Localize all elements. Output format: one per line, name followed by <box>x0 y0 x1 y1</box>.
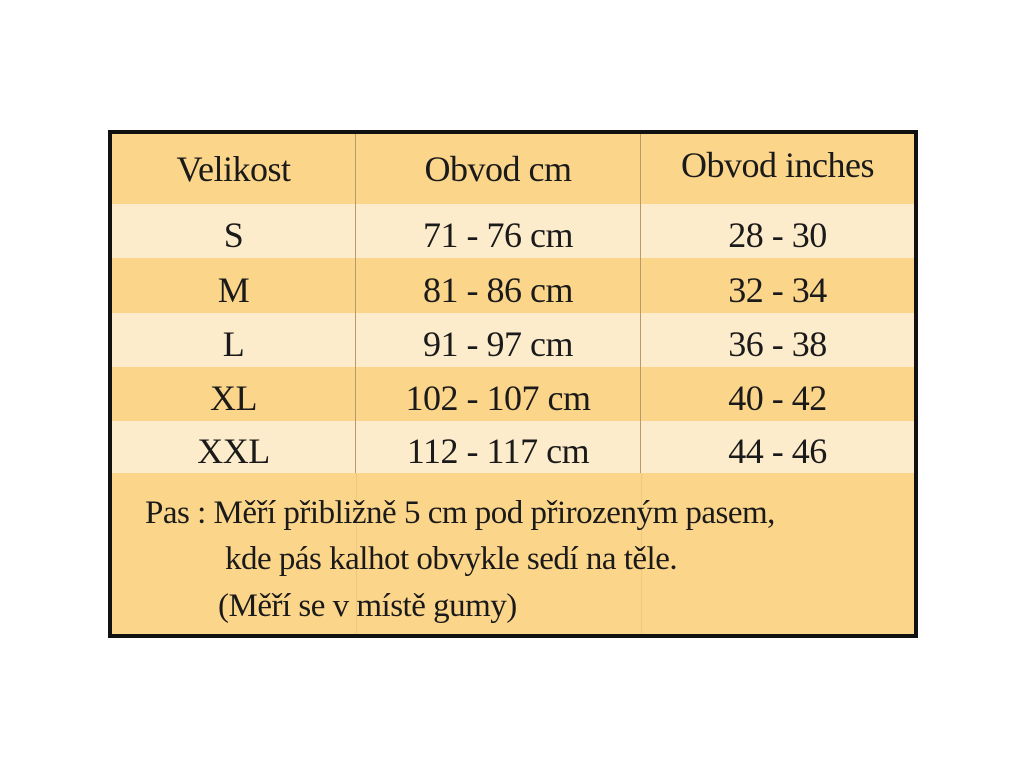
note-line-1: Pas : Měří přibližně 5 cm pod přirozeným pasem, <box>145 495 775 531</box>
inches-cell: 40 - 42 <box>728 378 827 418</box>
cm-cell: 112 - 117 cm <box>356 421 641 473</box>
cm-cell: 91 - 97 cm <box>356 313 641 367</box>
inches-cell: 44 - 46 <box>728 431 827 471</box>
table-header-row <box>112 134 914 204</box>
note-line-2: kde pás kalhot obvykle sedí na těle. <box>225 541 678 577</box>
table-row <box>112 313 914 367</box>
inches-cell: 36 - 38 <box>728 324 827 364</box>
inches-cell: 28 - 30 <box>728 215 827 255</box>
table-row <box>112 367 914 421</box>
note-line-3: (Měří se v místě gumy) <box>218 588 517 624</box>
table-row <box>112 204 914 258</box>
inches-cell: 32 - 34 <box>728 269 827 310</box>
header-obvod-inches: Obvod inches <box>681 145 874 185</box>
table-row <box>112 258 914 313</box>
cm-cell: 71 - 76 cm <box>356 204 641 258</box>
size-chart <box>108 130 918 638</box>
table-row <box>112 421 914 473</box>
size-cell: M <box>112 258 356 313</box>
cm-cell: 81 - 86 cm <box>356 258 641 313</box>
header-obvod-cm: Obvod cm <box>356 134 641 204</box>
size-cell: S <box>112 204 356 258</box>
cm-cell: 102 - 107 cm <box>356 367 641 421</box>
size-cell: XL <box>112 367 356 421</box>
waist-note <box>112 473 914 634</box>
size-cell: XXL <box>112 421 356 473</box>
size-cell: L <box>112 313 356 367</box>
header-velikost: Velikost <box>112 134 356 204</box>
